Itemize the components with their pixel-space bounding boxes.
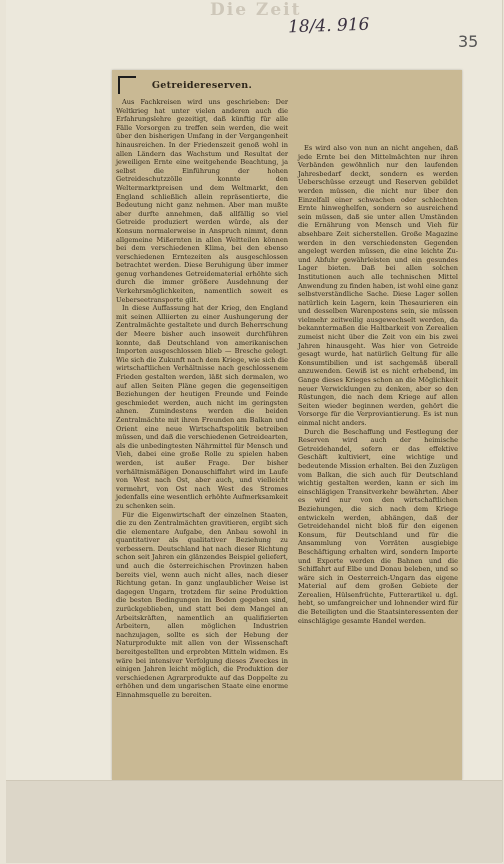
article-column-left xyxy=(116,74,288,774)
article-column-right xyxy=(298,144,458,625)
page-number: 35 xyxy=(458,32,479,51)
handwritten-date: 18/4. 916 xyxy=(287,14,370,38)
paragraph: Es wird also von nun an nicht angehen, daß jede Ernte bei den Mittelmächten nur ihren Verbänden gewöhnlich nur den laufenden Jahresbedarf deckt, sondern es werden Ueberschüsse erzeugt und Reserven gebildet werden müssen, die nicht nur über den Einzelfall einer schwachen oder schlechten Ernte hinweghelfen, sondern so ausreichend sein müssen, daß sie unter allen Umständen die Ernährung von Mensch und Vieh für absehbare Zeit sicherstellen. Große Magazine werden in den verschiedensten Gegenden angelegt werden müssen, die eine leichte Zu- und Abfuhr gewährleisten und ein gesundes Lager bieten. Daß bei allen solchen Institutionen auch alle technischen Mittel Anwendung zu finden haben, ist wohl eine ganz selbstverständliche Sache. Diese Lager sollen natürlich kein Lagern, kein Thesaurieren ein und desselben Warenpostens sein, sie müssen vielmehr zeitweilig ausgewechselt werden, da bekanntermaßen die Haltbarkeit von Zerealien zumeist nicht über die Zeit von ein bis zwei Jahren hinausgeht. Was hier von Getreide gesagt wurde, hat natürlich Geltung für alle Konsumtibilien und ist sachgemäß überall anzuwenden. Gewiß ist es nicht erhebend, im Gange dieses Krieges schon an die Möglichkeit neuer Verwicklungen zu denken, aber so den Rüstungen, die nach dem Kriege auf allen Seiten wieder beginnen werden, gehört die Vorsorge für die Verproviantierung. Es ist nun einmal nicht anders. xyxy=(298,144,458,427)
newspaper-clipping xyxy=(112,70,462,780)
paragraph: Durch die Beschaffung und Festlegung der Reserven wird auch der heimische Getreidehandel, sofern er das effektive Geschäft kultiviert, eine wichtige und bedeutende Mission erhalten. Bei den Zuzügen vom Balkan, die sich auch für Deutschland wichtig gestalten werden, kann er sich im einschlägigen Transitverkehr bewährten. Aber es wird nur von den wirtschaftlichen Beziehungen, die sich nach dem Kriege entwickeln werden, abhängen, daß der Getreidehandel nicht bloß für den eigenen Konsum, für Deutschland und für die Ansammlung von Vorräten ausgiebige Beschäftigung erhalten wird, sondern Importe und Exporte werden die Bahnen und die Schiffahrt auf Elbe und Donau beleben, und so wäre sich in Oesterreich-Ungarn das eigene Material auf dem großen Gebiete der Zerealien, Hülsenfrüchte, Futterartikel u. dgl. hebt, so umfangreicher und lohnender wird für die Beteiligten und die Staatsinteressenten der einschlägige gesamte Handel werden. xyxy=(298,427,458,625)
paragraph: Aus Fachkreisen wird uns geschrieben: Der Weltkrieg hat unter vielen anderen auch die Erfahrungslehre gezeitigt, daß künftig für alle Fälle Vorsorgen zu treffen sein werden, die weit über den bisherigen Umfang in der Vergangenheit hinausreichen. In der Friedenszeit genoß wohl in allen Ländern das Wachstum und Resultat der jeweiligen Ernte eine weitgehende Beachtung, ja selbst die Einführung der hohen Getreideschutzzölle konnte den Weltermarktpreisen und dem Weltmarkt, den England schließlich allein repräsentierte, die Bedeutung nicht ganz nehmen. Aber man mußte aber durfte annehmen, daß allfällig so viel Getreide produziert werden würde, als der Konsum normalerweise in Anspruch nimmt, denn allgemeine Mißernten in allen Weltteilen können bei dem verschiedenen Klima, bei den ebenso verschiedenen Erntezeiten als ausgeschlossen betrachtet werden. Diese Beruhigung über immer genug vorhandenes Getreidematerial erhöhte sich durch die immer größere Ausdehnung der Verkehrsmöglichkeiten, namentlich soweit es Ueberseetransporte gilt. xyxy=(116,98,288,304)
article-headline: Getreidereserven. xyxy=(151,80,253,91)
page-bottom-strip xyxy=(6,780,502,863)
newspaper-masthead: Die Zeit xyxy=(210,0,302,20)
corner-bracket-mark xyxy=(118,76,136,94)
paragraph: Für die Eigenwirtschaft der einzelnen Staaten, die zu den Zentralmächten gravitieren, ergibt sich die elementare Aufgabe, den Anbau sowohl in quantitativer als qualitativer Beziehung zu verbessern. Deutschland hat nach dieser Richtung schon seit Jahren ein glänzendes Beispiel geliefert, und auch die österreichischen Provinzen haben bereits viel, wenn auch nicht alles, nach dieser Richtung getan. In ganz unglaublicher Weise ist dagegen Ungarn, trotzdem für seine Produktion die besten Bedingungen im Boden gegeben sind, zurückgeblieben, und statt bei dem Mangel an Arbeitskräften, namentlich an qualifizierten Arbeitern, allen möglichen Industrien nachzujagen, sollte es sich der Hebung der Naturprodukte mit allen von der Wissenschaft bereitgestellten und erprobten Mitteln widmen. Es wäre bei intensiver Verfolgung dieses Zweckes in einigen Jahren leicht möglich, die Produktion der verschiedenen Agrarprodukte auf das Doppelte zu erhöhen und dem ungarischen Staate eine enorme Einnahmsquelle zu bereiten. xyxy=(116,510,288,699)
paragraph: In diese Auffassung hat der Krieg, den England mit seinen Alliierten zu einer Aushungerung der Zentralmächte gestaltete und durch Beherrschung der Meere bisher auch insoweit durchführen konnte, daß Deutschland von amerikanischen Importen ausgeschlossen blieb — Bresche gelegt. Wie sich die Zukunft nach dem Kriege, wie sich die wirtschaftlichen Verhältnisse nach geschlossenem Frieden gestalten werden, läßt sich dermalen, wo auf allen Seiten Pläne gegen die gegenseitigen Beziehungen der heutigen Freunde und Feinde geschmiedet werden, auch nicht im geringsten ahnen. Zumindestens werden die beiden Zentralmächte mit ihren Freunden am Balkan und Orient eine neue Wirtschaftspolitik betreiben müssen, und daß die verschiedenen Getreidearten, als die unbedingtesten Nährmittel für Mensch und Vieh, dabei eine große Rolle zu spielen haben werden, ist außer Frage. Der bisher verhältnismäßigen Donauschiffahrt wird im Laufe von West nach Ost, aber auch, und vielleicht vermehrt, von Ost nach West des Stromes jedenfalls eine wesentlich erhöhte Aufmerksamkeit zu schenken sein. xyxy=(116,304,288,510)
